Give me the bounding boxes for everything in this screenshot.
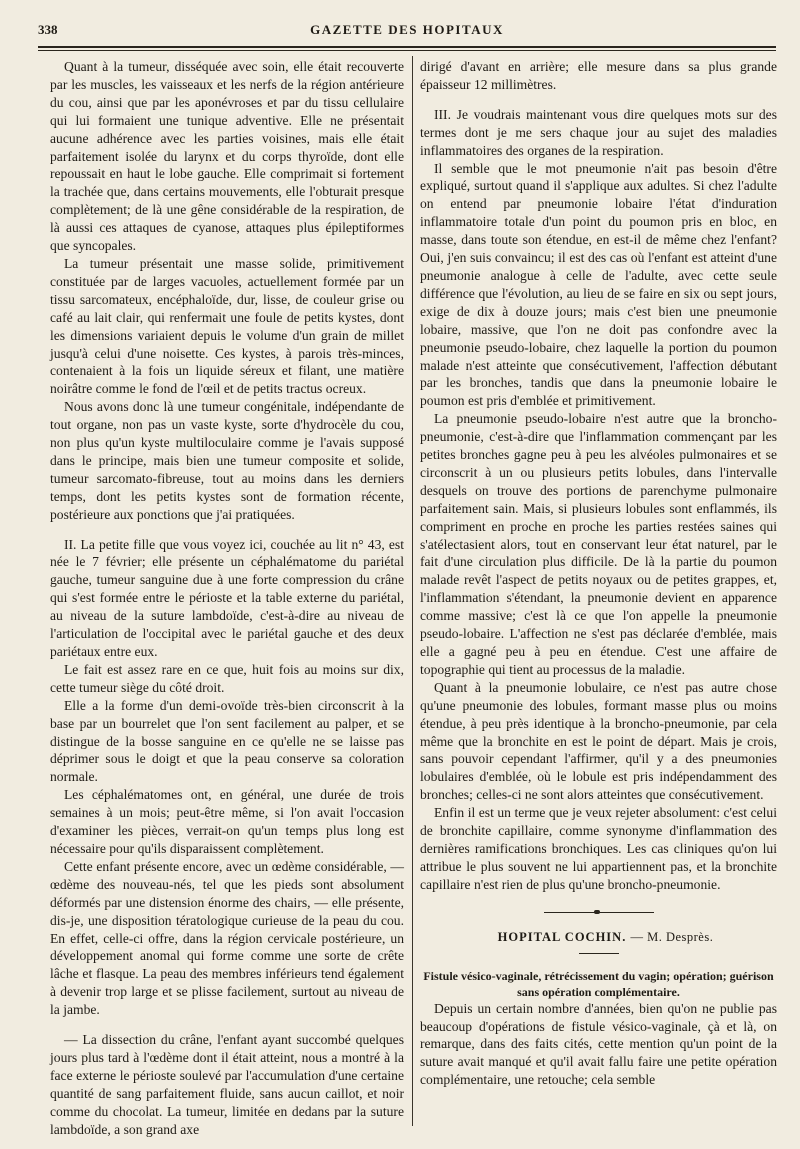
paragraph: — La dissection du crâne, l'enfant ayant succombé quelques jours plus tard à l'œdème dont il était atteint, nous a montré à la face externe le périoste soulevé par l'accumulation d'une certaine quantité de sang parfaitement fluide, sans aucun caillot, et noir comme du chocolat. La tumeur, limitée en dedans par la suture lambdoïde, a son grand axe (50, 1032, 404, 1137)
paragraph: Le fait est assez rare en ce que, huit fois au moins sur dix, cette tumeur siège du côté droit. (50, 661, 404, 695)
hospital-author: — M. Desprès. (630, 929, 714, 944)
paragraph: Quant à la pneumonie lobulaire, ce n'est pas autre chose qu'une pneumonie des lobules, formant masse plus ou moins étendue, à peu près identique à la broncho-pneumonie, par cela même que la bronchite en est le point de départ. Mais je crois, sans pouvoir cependant l'affirmer, qu'il y a des pneumonies lobulaires d'emblée, où le lobule est pris indépendamment des bronches; celles-ci ne sont alors atteintes que consécutivement. (420, 679, 777, 803)
paragraph: Quant à la tumeur, disséquée avec soin, elle était recouverte par les muscles, les vaisseaux et les nerfs de la région antérieure du cou, ainsi que par les aponévroses et par du tissu cellulaire qui lui formaient une tunique adventive. Elle ne présentait aucune adhérence avec les parties voisines, mais elle était parfaitement isolée du larynx et du corps thyroïde, dont elle repoussait en haut le lobe gauche. Elle comprimait si fortement la trachée que, dans certains mouvements, elle l'obturait presque complètement; de là une gêne considérable de la respiration, de là aussi ces attaques de cyanose, attaques plus épileptiformes que syncopales. (50, 59, 404, 254)
paragraph: Elle a la forme d'un demi-ovoïde très-bien circonscrit à la base par un bourrelet que l'on sent facilement au palper, et se distingue de la bosse sanguine en ce qu'elle ne se laisse pas déprimer sous le doigt et que la peau conserve sa coloration normale. (50, 697, 404, 785)
hospital-heading (420, 929, 777, 947)
column-divider (412, 56, 413, 1126)
page-number: 338 (38, 22, 58, 37)
paragraph: Nous avons donc là une tumeur congénitale, indépendante de tout organe, non pas un vaste kyste, sorte d'hydrocèle du cou, non plus qu'un kyste multiloculaire comme je l'avais supposé dans le principe, mais bien une tumeur composite et solide, tumeur sarcomato-fibreuse, tout au moins dans les derniers temps, dont les petits kystes sont de formation récente, postérieure aux ponctions que j'ai pratiquées. (50, 399, 404, 522)
article-title: Fistule vésico-vaginale, rétrécissement du vagin; opération; guérison sans opération complémentaire. (423, 968, 774, 999)
hospital-name: HOPITAL COCHIN. (497, 929, 627, 944)
paragraph: La pneumonie pseudo-lobaire n'est autre que la broncho-pneumonie, c'est-à-dire que l'inflammation commençant par les petites bronches gagne peu à peu les alvéoles pulmonaires et se circonscrit à un ou plusieurs petits lobules, dans l'intervalle desquels on trouve des portions de parenchyme pulmonaire parfaitement sain. Mais, si plusieurs lobules sont enflammés, ils compriment en proche en proche les parties restées saines qui s'atélectasient alors, tout en conservant leur état naturel, par le fait d'une circulation plus difficile. De là la partie du poumon malade revêt l'aspect de petits noyaux ou de petites grappes, et, l'inflammation s'étendant, la pneumonie devient en apparence comme massive; c'est là ce que l'on appelle la pneumonie pseudo-lobaire. L'affection ne s'est pas déclarée d'emblée, mais elle a gagné peu à peu en étendue. C'est une affaire de topographie qui tient au processus de la maladie. (420, 411, 777, 677)
paragraph: dirigé d'avant en arrière; elle mesure dans sa plus grande épaisseur 12 millimètres. (420, 59, 777, 92)
paragraph: Enfin il est un terme que je veux rejeter absolument: c'est celui de bronchite capillaire, comme synonyme d'inflammation des dernières ramifications bronchiques. Les cas cliniques qu'on lui attribue le plus souvent ne lui appartiennent pas, et la bronchite capillaire n'est rien de plus qu'une broncho-pneumonie. (420, 805, 777, 892)
page-header (38, 14, 776, 44)
paragraph: La tumeur présentait une masse solide, primitivement constituée par de larges vacuoles, actuellement formée par un tissu sarcomateux, encéphaloïde, dur, lisse, de couleur grise ou café au lait clair, qui renfermait une foule de petits kystes, dont les dimensions variaient depuis le volume d'un grain de millet jusqu'à celui d'une noisette. Ces kystes, à parois très-minces, contenaient à la fois un liquide séreux et filant, une matière noirâtre comme le fond de l'œil et de petits tractus ocreux. (50, 255, 404, 397)
paragraph: Il semble que le mot pneumonie n'ait pas besoin d'être expliqué, surtout quand il s'applique aux adultes. Si chez l'adulte on entend par pneumonie lobaire l'état d'induration inflammatoire totale d'un point du poumon pris en bloc, en masse, dans toute son étendue, en est-il de même chez l'enfant? Oui, j'en suis convaincu; il est des cas où l'enfant est atteint d'une pneumonie analogue à celle de l'adulte, avec cette seule différence que l'évolution, au lieu de se faire en six ou sept jours, exige de dix à douze jours; mais c'est bien une pneumonie lobaire, massive, que l'on ne doit pas confondre avec la pneumonie pseudo-lobaire, chez laquelle la portion du poumon malade n'est atteinte que consécutivement, l'affection débutant par les bronches, tandis que dans la pneumonie lobaire le poumon est pris d'emblée et primitivement. (420, 160, 777, 409)
section-separator (544, 912, 654, 917)
paragraph-section-ii: II. La petite fille que vous voyez ici, couchée au lit n° 43, est née le 7 février; elle présente un céphalématome du pariétal gauche, tumeur sanguine due à une forte compression du crâne qui s'est formée entre le périoste et la table externe du pariétal, au niveau de la suture lambdoïde, c'est-à-dire au niveau de l'articulation de l'occipital avec le pariétal gauche et des deux pariétaux entre eux. (50, 536, 404, 659)
header-rule-thin (38, 50, 776, 51)
journal-title: GAZETTE DES HOPITAUX (310, 22, 504, 37)
small-rule (579, 953, 619, 954)
paragraph: Les céphalématomes ont, en général, une durée de trois semaines à un mois; peut-être même, si l'on avait l'occasion d'examiner les pièces, verrait-on qu'un temps plus long est nécessaire pour qu'ils disparaissent complètement. (50, 787, 404, 856)
paragraph: Cette enfant présente encore, avec un œdème considérable, — œdème des nouveau-nés, tel que les pieds sont absolument déformés par une distension énorme des chairs, — elle présente, dis-je, une disposition tératologique curieuse de la peau du cou. En effet, celle-ci offre, dans la région cervicale postérieure, un développement anomal qui forme comme une sorte de crête lâche et flasque. La peau des membres inférieurs tend également à devenir trop large et se plisse facilement, surtout au niveau de la jambe. (50, 858, 404, 1018)
header-rule-thick (38, 46, 776, 48)
right-column (420, 58, 777, 1089)
paragraph: Depuis un certain nombre d'années, bien qu'on ne publie pas beaucoup d'opérations de fistule vésico-vaginale, çà et là, on remarque, dans des faits cités, cette mention qu'un point de la suture avait manqué et qu'il avait fallu faire une petite opération complémentaire, une retouche; cela semble (420, 1000, 777, 1088)
paragraph-section-iii: III. Je voudrais maintenant vous dire quelques mots sur des termes dont je me sers chaque jour au sujet des maladies inflammatoires des organes de la respiration. (420, 106, 777, 158)
left-column (50, 58, 404, 1138)
